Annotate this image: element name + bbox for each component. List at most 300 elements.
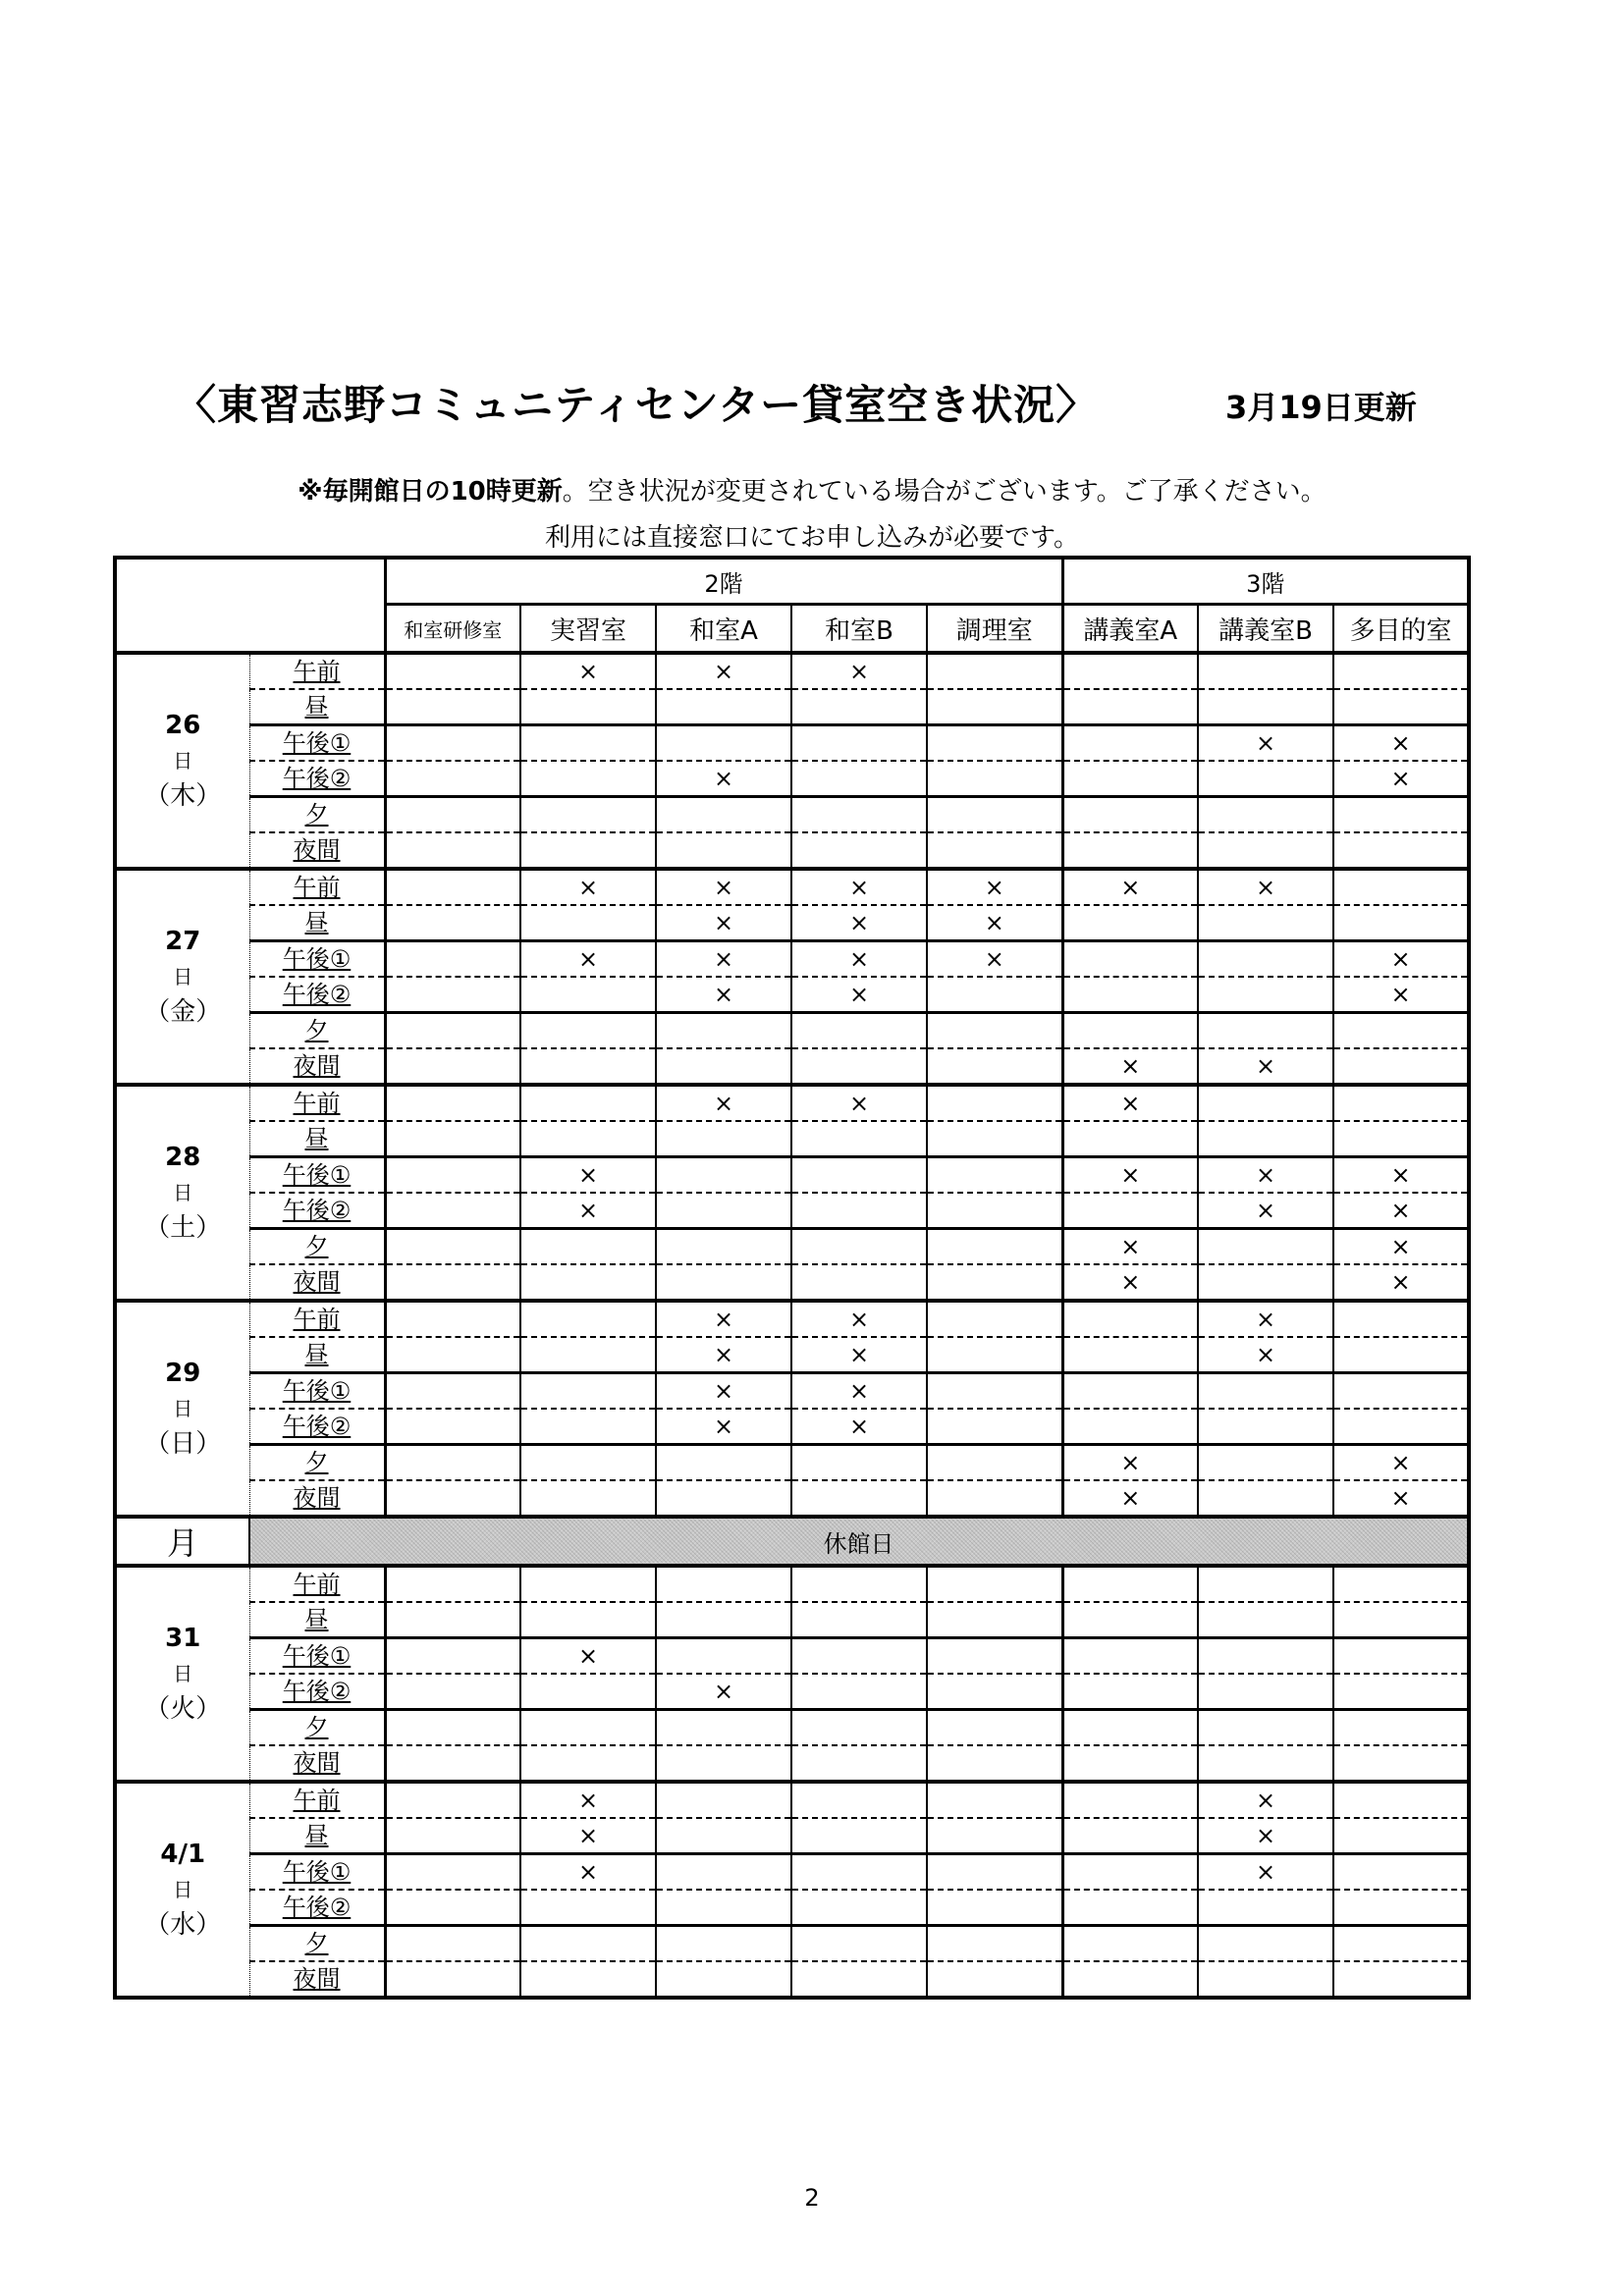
availability-cell [385, 1602, 520, 1638]
time-slot-text: 昼 [304, 1341, 329, 1368]
availability-cell [656, 1480, 791, 1517]
slot-row [115, 725, 1469, 762]
time-slot-text: 夕 [304, 1017, 329, 1044]
availability-cell: × [1062, 1085, 1198, 1121]
time-slot-text: 夜間 [293, 1965, 341, 1993]
availability-cell [385, 1818, 520, 1854]
availability-cell [927, 1264, 1062, 1301]
availability-cell [385, 1674, 520, 1710]
availability-cell [1062, 832, 1198, 869]
availability-cell [385, 1409, 520, 1445]
time-slot-text: 午後① [282, 1642, 352, 1670]
availability-cell [927, 1818, 1062, 1854]
availability-cell: × [1333, 1445, 1469, 1481]
time-slot-text: 夜間 [293, 1749, 341, 1777]
availability-cell [1062, 761, 1198, 797]
availability-cell: × [791, 1337, 927, 1373]
availability-cell [385, 797, 520, 833]
page-number: 2 [804, 2184, 820, 2212]
availability-cell [1333, 832, 1469, 869]
availability-cell: × [1198, 725, 1333, 762]
day-weekday: （日） [144, 1429, 222, 1459]
time-slot-text: 午前 [293, 658, 341, 685]
time-slot-text: 夕 [304, 801, 329, 828]
availability-cell [520, 977, 656, 1013]
availability-cell: × [520, 1638, 656, 1675]
day-label [115, 1782, 249, 1998]
day-weekday: （金） [144, 997, 222, 1027]
availability-cell [1198, 1961, 1333, 1998]
availability-cell: × [791, 869, 927, 905]
availability-cell [656, 725, 791, 762]
availability-cell [1333, 797, 1469, 833]
availability-cell: × [1062, 1157, 1198, 1194]
availability-cell [385, 725, 520, 762]
time-slot-text: 昼 [304, 1606, 329, 1633]
update-notice [0, 471, 1624, 507]
availability-cell [1333, 1337, 1469, 1373]
availability-cell [520, 1602, 656, 1638]
availability-cell: × [656, 869, 791, 905]
availability-cell [791, 1193, 927, 1229]
availability-cell [656, 1602, 791, 1638]
availability-cell [791, 1013, 927, 1049]
availability-cell [1333, 653, 1469, 689]
availability-cell [1198, 1480, 1333, 1517]
availability-cell [385, 1782, 520, 1818]
slot-row [115, 1301, 1469, 1337]
availability-cell [791, 1048, 927, 1085]
time-slot-text: 夜間 [293, 1052, 341, 1080]
availability-cell: × [927, 869, 1062, 905]
availability-cell: × [927, 905, 1062, 941]
closed-day-label: 月 [115, 1517, 249, 1566]
slot-row [115, 1085, 1469, 1121]
availability-cell [656, 832, 791, 869]
slot-row [115, 761, 1469, 797]
availability-cell: × [656, 1085, 791, 1121]
time-slot-text: 午前 [293, 1090, 341, 1117]
availability-table [113, 556, 1471, 2000]
availability-cell [385, 689, 520, 725]
availability-cell: × [656, 1373, 791, 1410]
availability-cell [520, 761, 656, 797]
availability-cell [520, 1480, 656, 1517]
availability-cell [1198, 1926, 1333, 1962]
slot-row [115, 1674, 1469, 1710]
time-slot-label [249, 1782, 385, 1818]
availability-cell [1062, 1890, 1198, 1926]
time-slot-text: 午前 [293, 1571, 341, 1598]
slot-row [115, 1854, 1469, 1891]
time-slot-label [249, 1638, 385, 1675]
day-label [115, 1301, 249, 1517]
availability-body [115, 653, 1469, 1998]
availability-cell [520, 1961, 656, 1998]
time-slot-label [249, 1013, 385, 1049]
availability-cell [1062, 1301, 1198, 1337]
availability-cell [1333, 1121, 1469, 1157]
time-slot-text: 午前 [293, 1787, 341, 1814]
application-notice: 利用には直接窓口にてお申し込みが必要です。 [545, 523, 1079, 553]
time-slot-text: 夕 [304, 1930, 329, 1957]
availability-cell [656, 1193, 791, 1229]
availability-cell [1198, 1121, 1333, 1157]
day-suffix: 日 [173, 1662, 193, 1685]
availability-cell [520, 1121, 656, 1157]
time-slot-label [249, 1445, 385, 1481]
availability-cell: × [520, 1782, 656, 1818]
time-slot-label [249, 1602, 385, 1638]
room-header: 調理室 [927, 605, 1062, 654]
availability-cell [520, 1373, 656, 1410]
availability-cell: × [791, 905, 927, 941]
room-header: 和室A [656, 605, 791, 654]
availability-cell [656, 1961, 791, 1998]
time-slot-label [249, 653, 385, 689]
time-slot-label [249, 725, 385, 762]
time-slot-text: 午後① [282, 1161, 352, 1189]
availability-cell [927, 1193, 1062, 1229]
time-slot-text: 午後② [282, 1413, 352, 1440]
slot-row [115, 797, 1469, 833]
slot-row [115, 653, 1469, 689]
slot-row [115, 1264, 1469, 1301]
availability-cell [1333, 905, 1469, 941]
availability-cell: × [520, 1854, 656, 1891]
availability-cell [385, 1229, 520, 1265]
time-slot-label [249, 1674, 385, 1710]
availability-cell [791, 1157, 927, 1194]
availability-cell: × [1333, 1264, 1469, 1301]
availability-cell [1333, 689, 1469, 725]
slot-row [115, 1157, 1469, 1194]
availability-cell [1062, 1745, 1198, 1782]
availability-cell [1198, 1566, 1333, 1602]
availability-cell [1062, 1602, 1198, 1638]
availability-cell [385, 1337, 520, 1373]
slot-row [115, 941, 1469, 978]
floor-header-row [115, 558, 1469, 605]
availability-cell [656, 1745, 791, 1782]
availability-cell [385, 1301, 520, 1337]
availability-cell [1062, 1013, 1198, 1049]
availability-cell [1062, 725, 1198, 762]
time-slot-text: 午後② [282, 1894, 352, 1921]
availability-cell: × [656, 977, 791, 1013]
availability-cell [1333, 1373, 1469, 1410]
availability-cell: × [1198, 1854, 1333, 1891]
availability-cell: × [1062, 1480, 1198, 1517]
availability-cell [1198, 761, 1333, 797]
availability-cell [1062, 797, 1198, 833]
slot-row [115, 1445, 1469, 1481]
availability-cell [1333, 1566, 1469, 1602]
availability-cell [1198, 797, 1333, 833]
availability-cell [927, 689, 1062, 725]
availability-cell: × [1198, 1301, 1333, 1337]
availability-cell [385, 1085, 520, 1121]
time-slot-text: 昼 [304, 1822, 329, 1849]
availability-cell [385, 1013, 520, 1049]
availability-cell [385, 1638, 520, 1675]
availability-cell: × [791, 653, 927, 689]
day-suffix: 日 [173, 749, 193, 773]
availability-cell [1062, 1121, 1198, 1157]
availability-cell [1333, 1890, 1469, 1926]
availability-cell [656, 1229, 791, 1265]
availability-cell [1333, 1818, 1469, 1854]
time-slot-text: 午後① [282, 1858, 352, 1886]
day-suffix: 日 [173, 1878, 193, 1901]
time-slot-text: 夜間 [293, 1484, 341, 1512]
day-date: 27 [165, 927, 201, 956]
availability-cell: × [1333, 1193, 1469, 1229]
availability-cell [791, 1480, 927, 1517]
availability-cell: × [1198, 869, 1333, 905]
slot-row [115, 1926, 1469, 1962]
availability-cell [656, 1890, 791, 1926]
time-slot-text: 昼 [304, 1125, 329, 1152]
time-slot-label [249, 1926, 385, 1962]
availability-cell [385, 1373, 520, 1410]
availability-cell [385, 869, 520, 905]
time-slot-label [249, 832, 385, 869]
slot-row [115, 1638, 1469, 1675]
availability-cell [927, 1854, 1062, 1891]
slot-row [115, 1782, 1469, 1818]
availability-cell [791, 1854, 927, 1891]
availability-cell [927, 1445, 1062, 1481]
availability-cell: × [1062, 1048, 1198, 1085]
slot-row [115, 1745, 1469, 1782]
availability-cell: × [1198, 1782, 1333, 1818]
availability-cell [1198, 941, 1333, 978]
availability-cell [927, 1229, 1062, 1265]
availability-cell [791, 1782, 927, 1818]
availability-cell [1333, 1854, 1469, 1891]
availability-cell [385, 905, 520, 941]
availability-cell [385, 1854, 520, 1891]
availability-cell [1198, 1445, 1333, 1481]
availability-cell [520, 1890, 656, 1926]
floor-header-3f: 3階 [1062, 558, 1469, 605]
room-header: 講義室A [1062, 605, 1198, 654]
availability-cell: × [1333, 725, 1469, 762]
availability-cell: × [791, 1373, 927, 1410]
day-suffix: 日 [173, 965, 193, 988]
availability-cell [1062, 941, 1198, 978]
slot-row [115, 1229, 1469, 1265]
time-slot-label [249, 1373, 385, 1410]
availability-cell [791, 1745, 927, 1782]
availability-cell [656, 1854, 791, 1891]
room-header: 和室研修室 [385, 605, 520, 654]
day-date: 28 [165, 1143, 201, 1172]
availability-cell [656, 1445, 791, 1481]
availability-cell: × [656, 905, 791, 941]
slot-row [115, 905, 1469, 941]
availability-cell [1062, 1193, 1198, 1229]
time-slot-label [249, 1409, 385, 1445]
availability-cell [520, 689, 656, 725]
availability-cell [385, 1193, 520, 1229]
availability-cell: × [656, 653, 791, 689]
day-date: 26 [165, 711, 201, 740]
time-slot-label [249, 1048, 385, 1085]
availability-cell [791, 1961, 927, 1998]
availability-cell [1198, 1602, 1333, 1638]
availability-cell: × [656, 1409, 791, 1445]
availability-cell [385, 1121, 520, 1157]
availability-cell [1333, 1674, 1469, 1710]
slot-row [115, 977, 1469, 1013]
availability-cell [927, 797, 1062, 833]
availability-cell [385, 1264, 520, 1301]
availability-cell [656, 1157, 791, 1194]
availability-cell [791, 1926, 927, 1962]
time-slot-label [249, 1121, 385, 1157]
update-notice-bold: ※毎開館日の10時更新 [298, 477, 563, 507]
availability-cell [385, 1480, 520, 1517]
availability-cell [1198, 905, 1333, 941]
availability-cell [1198, 1674, 1333, 1710]
availability-cell [927, 1157, 1062, 1194]
time-slot-text: 午後① [282, 729, 352, 757]
day-weekday: （水） [144, 1910, 222, 1940]
availability-cell: × [520, 1193, 656, 1229]
availability-cell: × [791, 1301, 927, 1337]
availability-cell: × [520, 1818, 656, 1854]
availability-cell [1062, 1818, 1198, 1854]
availability-cell [1062, 1409, 1198, 1445]
time-slot-text: 昼 [304, 693, 329, 721]
availability-cell: × [520, 1157, 656, 1194]
time-slot-text: 夜間 [293, 1268, 341, 1296]
page-title: 〈東習志野コミュニティセンター貸室空き状況〉 [175, 381, 1099, 429]
time-slot-label [249, 977, 385, 1013]
availability-cell [385, 1566, 520, 1602]
availability-cell [791, 1121, 927, 1157]
slot-row [115, 1602, 1469, 1638]
availability-cell [1333, 1638, 1469, 1675]
time-slot-label [249, 869, 385, 905]
availability-cell: × [520, 869, 656, 905]
availability-cell [927, 725, 1062, 762]
availability-cell [1198, 1638, 1333, 1675]
slot-row [115, 1566, 1469, 1602]
availability-cell [1062, 689, 1198, 725]
availability-cell [927, 761, 1062, 797]
time-slot-label [249, 1710, 385, 1746]
availability-cell [385, 653, 520, 689]
availability-cell [520, 1674, 656, 1710]
availability-cell: × [1333, 1229, 1469, 1265]
time-slot-label [249, 1301, 385, 1337]
availability-cell [927, 977, 1062, 1013]
availability-cell [1333, 1602, 1469, 1638]
availability-cell [520, 832, 656, 869]
time-slot-label [249, 1961, 385, 1998]
day-label [115, 653, 249, 869]
day-date: 4/1 [160, 1840, 206, 1869]
time-slot-text: 午後① [282, 1377, 352, 1405]
availability-cell [520, 1409, 656, 1445]
availability-cell [1333, 1745, 1469, 1782]
availability-cell [520, 1926, 656, 1962]
availability-cell [927, 1566, 1062, 1602]
availability-cell [520, 1264, 656, 1301]
availability-cell [656, 1926, 791, 1962]
availability-cell [1062, 1566, 1198, 1602]
availability-cell [1062, 905, 1198, 941]
availability-cell [1062, 1710, 1198, 1746]
time-slot-text: 夜間 [293, 836, 341, 864]
availability-cell [520, 1566, 656, 1602]
availability-cell [1333, 1782, 1469, 1818]
slot-row [115, 1013, 1469, 1049]
availability-cell: × [1198, 1157, 1333, 1194]
availability-cell [656, 689, 791, 725]
availability-cell [791, 1674, 927, 1710]
time-slot-label [249, 1890, 385, 1926]
slot-row [115, 1890, 1469, 1926]
availability-cell [1198, 977, 1333, 1013]
availability-cell [791, 1229, 927, 1265]
availability-cell [1333, 1409, 1469, 1445]
slot-row [115, 1409, 1469, 1445]
availability-cell: × [927, 941, 1062, 978]
availability-cell [520, 1301, 656, 1337]
closed-day-row [115, 1517, 1469, 1566]
availability-cell [520, 1445, 656, 1481]
availability-cell [927, 1048, 1062, 1085]
availability-cell: × [1198, 1337, 1333, 1373]
availability-cell [1198, 1013, 1333, 1049]
availability-cell: × [1333, 941, 1469, 978]
availability-cell [385, 1961, 520, 1998]
availability-cell [927, 1301, 1062, 1337]
day-label [115, 1085, 249, 1301]
slot-row [115, 1337, 1469, 1373]
availability-cell [1333, 1301, 1469, 1337]
availability-cell [520, 1745, 656, 1782]
availability-cell [520, 905, 656, 941]
availability-cell [791, 689, 927, 725]
availability-cell [520, 725, 656, 762]
slot-row [115, 1710, 1469, 1746]
time-slot-label [249, 1337, 385, 1373]
time-slot-label [249, 689, 385, 725]
time-slot-label [249, 1566, 385, 1602]
slot-row [115, 1480, 1469, 1517]
time-slot-label [249, 1157, 385, 1194]
time-slot-label [249, 1193, 385, 1229]
time-slot-text: 夕 [304, 1233, 329, 1260]
availability-cell [520, 1013, 656, 1049]
availability-cell [1198, 1745, 1333, 1782]
availability-cell [520, 1337, 656, 1373]
availability-cell [1062, 977, 1198, 1013]
availability-cell [927, 1710, 1062, 1746]
availability-cell [1333, 1013, 1469, 1049]
availability-cell [1198, 653, 1333, 689]
time-slot-label [249, 797, 385, 833]
time-slot-label [249, 1854, 385, 1891]
availability-cell [1198, 689, 1333, 725]
availability-cell [385, 977, 520, 1013]
availability-cell [1198, 1085, 1333, 1121]
